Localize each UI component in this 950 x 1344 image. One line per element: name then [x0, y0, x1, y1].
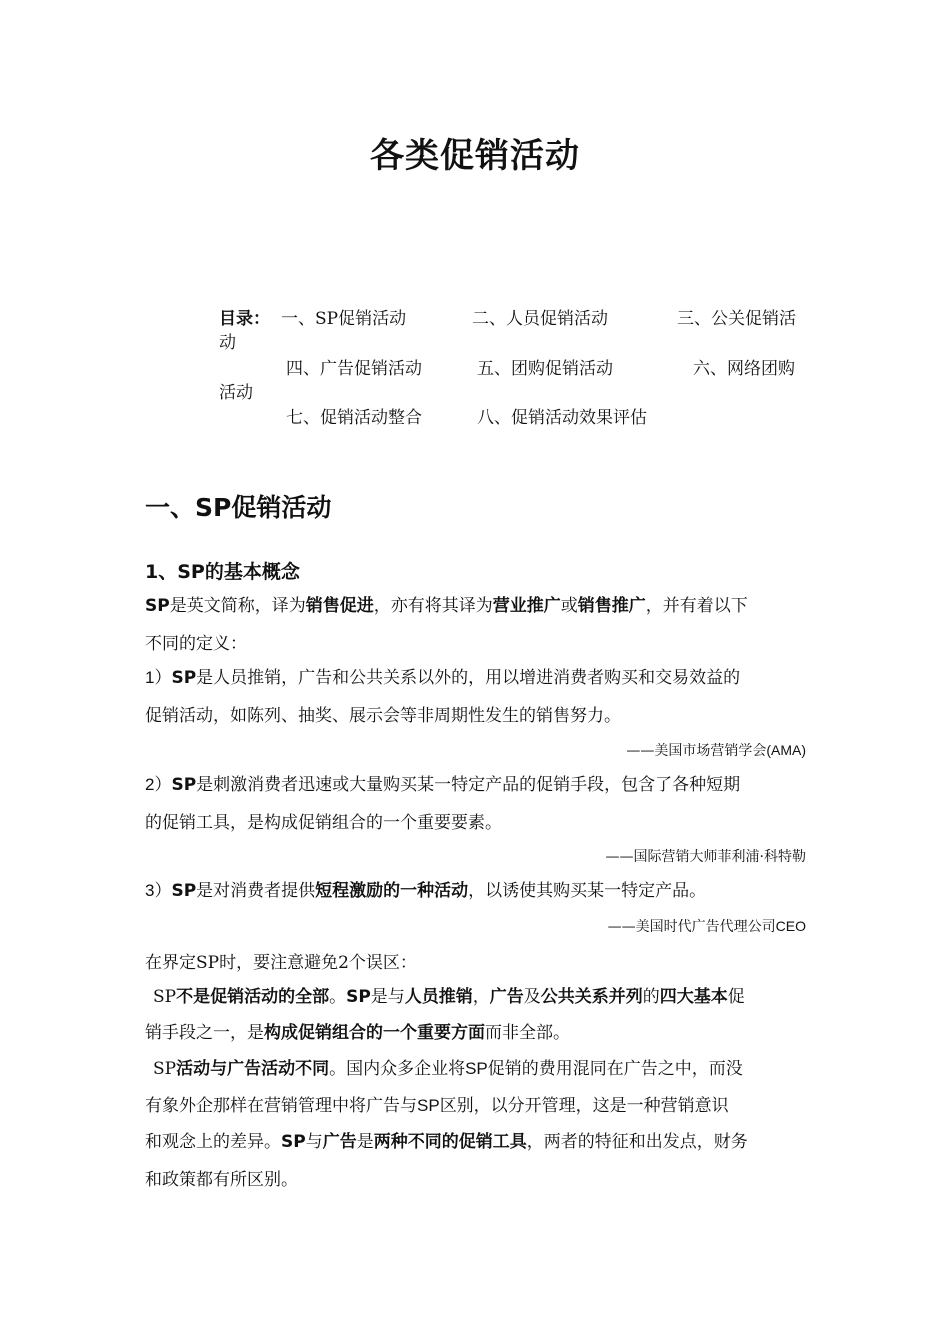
toc-item[interactable]: 八、促销活动效果评估	[477, 408, 647, 428]
subsection-heading: 1、SP的基本概念	[145, 561, 300, 583]
definition-line: 2）SP是刺激消费者迅速或大量购买某一特定产品的促销手段，包含了各种短期	[145, 775, 741, 795]
toc-item[interactable]: 一、SP促销活动	[281, 309, 407, 329]
toc-item-wrap[interactable]: 动	[219, 333, 236, 353]
toc-item[interactable]: 四、广告促销活动	[286, 359, 422, 379]
source-attribution: ——美国时代广告代理公司CEO	[607, 918, 806, 935]
paragraph-line: 有象外企那样在营销管理中将广告与SP区别，以分开管理，这是一种营销意识	[145, 1096, 729, 1116]
source-attribution: ——美国市场营销学会(AMA)	[626, 742, 806, 759]
toc-label-line	[219, 307, 270, 331]
paragraph-line: 和政策都有所区别。	[145, 1170, 298, 1190]
toc-item[interactable]: 七、促销活动整合	[286, 408, 422, 428]
definition-line: 3）SP是对消费者提供短程激励的一种活动，以诱使其购买某一特定产品。	[145, 881, 707, 901]
paragraph-line: 和观念上的差异。SP与广告是两种不同的促销工具，两者的特征和出发点，财务	[145, 1132, 748, 1152]
toc-item[interactable]: 六、网络团购	[693, 359, 795, 379]
toc-item[interactable]: 五、团购促销活动	[477, 359, 613, 379]
source-attribution: ——国际营销大师菲利浦·科特勒	[605, 849, 806, 865]
section-heading: 一、SP促销活动	[145, 493, 332, 522]
paragraph-line: SP不是促销活动的全部。SP是与人员推销，广告及公共关系并列的四大基本促	[153, 987, 745, 1007]
toc-item[interactable]: 二、人员促销活动	[472, 309, 608, 329]
paragraph-line: SP活动与广告活动不同。国内众多企业将SP促销的费用混同在广告之中，而没	[153, 1059, 743, 1079]
definition-line: 1）SP是人员推销，广告和公共关系以外的，用以增进消费者购买和交易效益的	[145, 668, 741, 688]
definition-line: 促销活动，如陈列、抽奖、展示会等非周期性发生的销售努力。	[145, 706, 621, 726]
paragraph-line: 销手段之一，是构成促销组合的一个重要方面而非全部。	[145, 1023, 570, 1043]
definition-line: 的促销工具，是构成促销组合的一个重要要素。	[145, 813, 502, 833]
toc-item[interactable]: 三、公关促销活	[677, 309, 796, 329]
page-title: 各类促销活动	[370, 136, 580, 176]
paragraph-line: SP是英文简称，译为销售促进，亦有将其译为营业推广或销售推广，并有着以下	[145, 596, 748, 616]
paragraph-line: 不同的定义：	[145, 634, 247, 654]
toc-label: 目录：	[219, 309, 270, 329]
paragraph-line: 在界定SP时，要注意避免2个误区：	[145, 953, 417, 973]
toc-item-wrap[interactable]: 活动	[219, 383, 253, 403]
